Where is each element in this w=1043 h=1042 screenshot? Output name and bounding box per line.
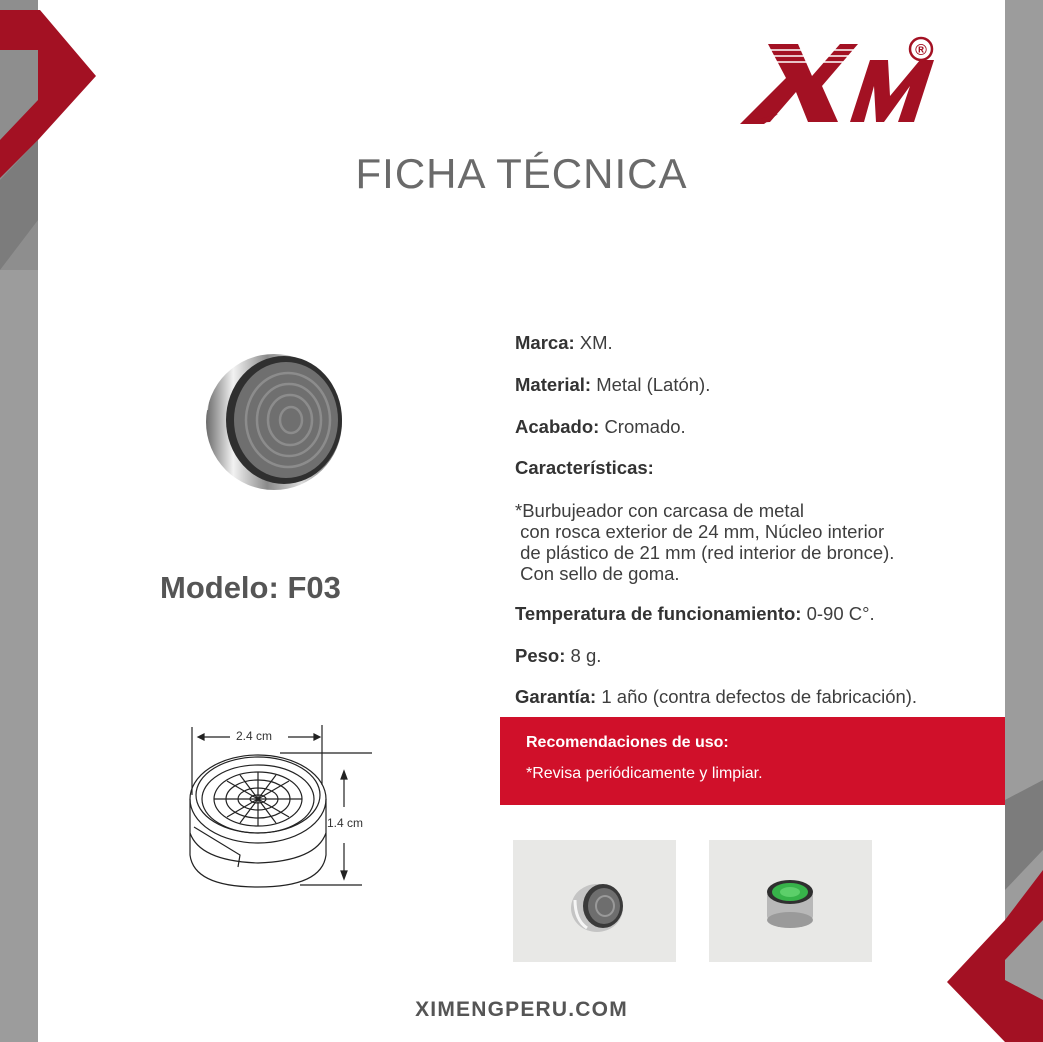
spec-garantia — [515, 686, 917, 708]
recommendations-text: *Revisa periódicamente y limpiar. — [526, 765, 763, 782]
spec-caracteristicas-text: *Burbujeador con carcasa de metal con rosca exterior de 24 mm, Núcleo interior de plástico de 21 mm (red interior de bronce). Con sello de goma. — [515, 500, 895, 584]
product-thumbnail-top — [709, 840, 872, 962]
spec-temperatura-value: 0-90 C°. — [806, 603, 875, 624]
dimension-drawing — [180, 715, 400, 895]
spec-garantia-label: Garantía: — [515, 686, 597, 707]
aerator-top-photo — [709, 840, 872, 962]
spec-caracteristicas-label: Características: — [515, 457, 654, 478]
product-photo — [196, 340, 356, 500]
aerator-front-photo — [513, 840, 676, 962]
spec-peso — [515, 645, 601, 667]
width-dimension-label: 2.4 cm — [236, 729, 273, 743]
spec-acabado-label: Acabado: — [515, 416, 600, 437]
height-dimension-label: 1.4 cm — [327, 816, 364, 830]
spec-marca-value: XM. — [579, 332, 613, 353]
model-label — [160, 570, 341, 606]
spec-material-value: Metal (Latón). — [596, 374, 711, 395]
spec-temperatura — [515, 603, 875, 625]
spec-material-label: Material: — [515, 374, 592, 395]
spec-marca-label: Marca: — [515, 332, 575, 353]
spec-peso-value: 8 g. — [570, 645, 602, 666]
top-left-chevron-decoration — [0, 0, 100, 280]
recommendations-box — [500, 717, 1005, 805]
aerator-line-drawing — [180, 715, 400, 895]
spec-marca — [515, 332, 613, 354]
spec-acabado-value: Cromado. — [604, 416, 686, 437]
model-value: F03 — [287, 570, 341, 605]
spec-material — [515, 374, 710, 396]
product-thumbnail-front — [513, 840, 676, 962]
registered-mark: ® — [915, 42, 927, 59]
spec-caracteristicas — [515, 457, 654, 479]
spec-temperatura-label: Temperatura de funcionamiento: — [515, 603, 802, 624]
website-footer: XIMENGPERU.COM — [415, 998, 628, 1021]
spec-peso-label: Peso: — [515, 645, 566, 666]
spec-acabado — [515, 416, 686, 438]
recommendations-title: Recomendaciones de uso: — [526, 734, 729, 751]
xm-logo — [738, 36, 938, 128]
spec-garantia-value: 1 año (contra defectos de fabricación). — [601, 686, 918, 707]
page-title: FICHA TÉCNICA — [355, 150, 688, 197]
model-label-text: Modelo: — [160, 570, 279, 605]
